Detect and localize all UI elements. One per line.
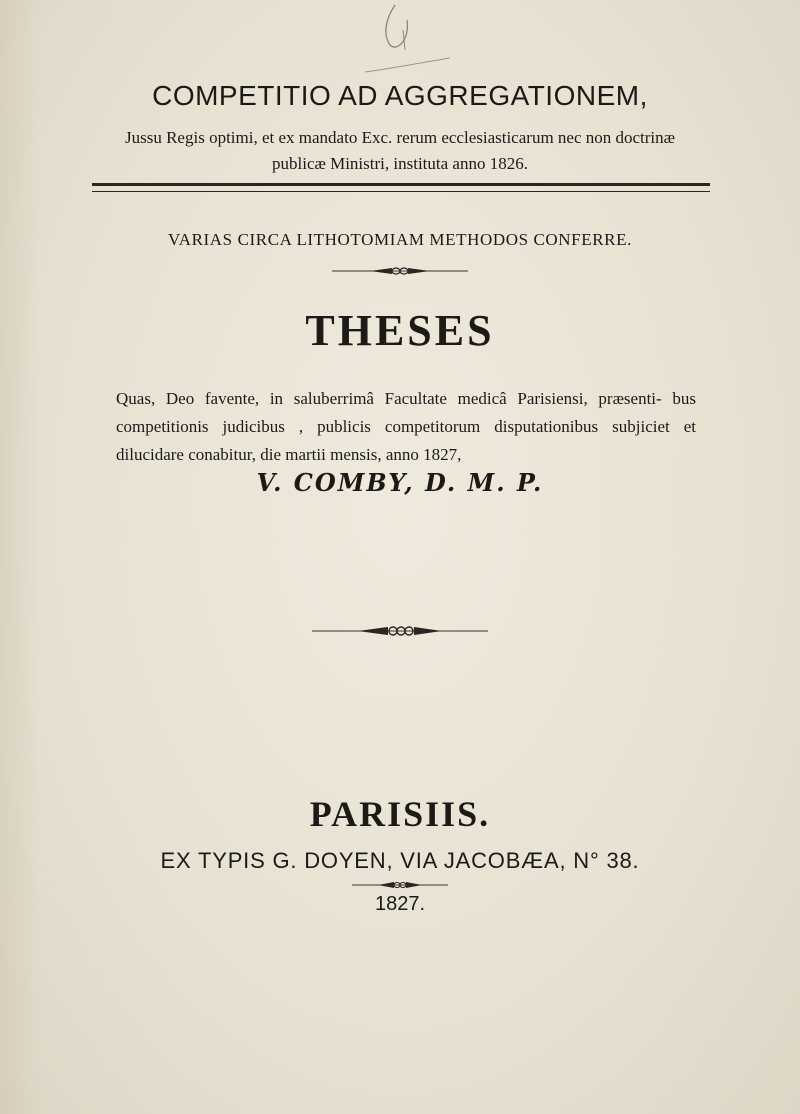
royal-mandate-text [100,125,700,178]
imprint-city: PARISIIS. [309,794,491,834]
imprint-printer: EX TYPIS G. DOYEN, VIA JACOBÆA, N° 38. [160,848,640,873]
imprint-year: 1827. [374,893,426,915]
subject-heading: VARIAS CIRCA LITHOTOMIAM METHODOS CONFERRE. [168,230,632,249]
ornament-rule-top [330,265,470,277]
ornament-rule-bottom [350,880,450,890]
paper-stain [0,0,40,1114]
competition-title: COMPETITIO AD AGGREGATIONEM, [152,80,648,111]
double-rule-divider [92,183,710,192]
author-name: V. COMBY, D. M. P. [256,468,544,497]
mandate-line-1: Jussu Regis optimi, et ex mandato Exc. rerum ecclesiasticarum nec non doctrinæ [125,128,675,147]
mandate-line-2: publicæ Ministri, instituta anno 1826. [272,154,528,174]
dedication-paragraph: Quas, Deo favente, in saluberrimâ Facultate medicâ Parisiensi, præsenti- bus competitionis judicibus , publicis competitorum disputationibus subjiciet et dilucidare conabitur, die martii mensis, anno 1827, [116,389,696,464]
ornament-rule-middle [310,624,490,638]
pencil-annotation [355,0,455,80]
theses-title: THESES [305,306,495,355]
